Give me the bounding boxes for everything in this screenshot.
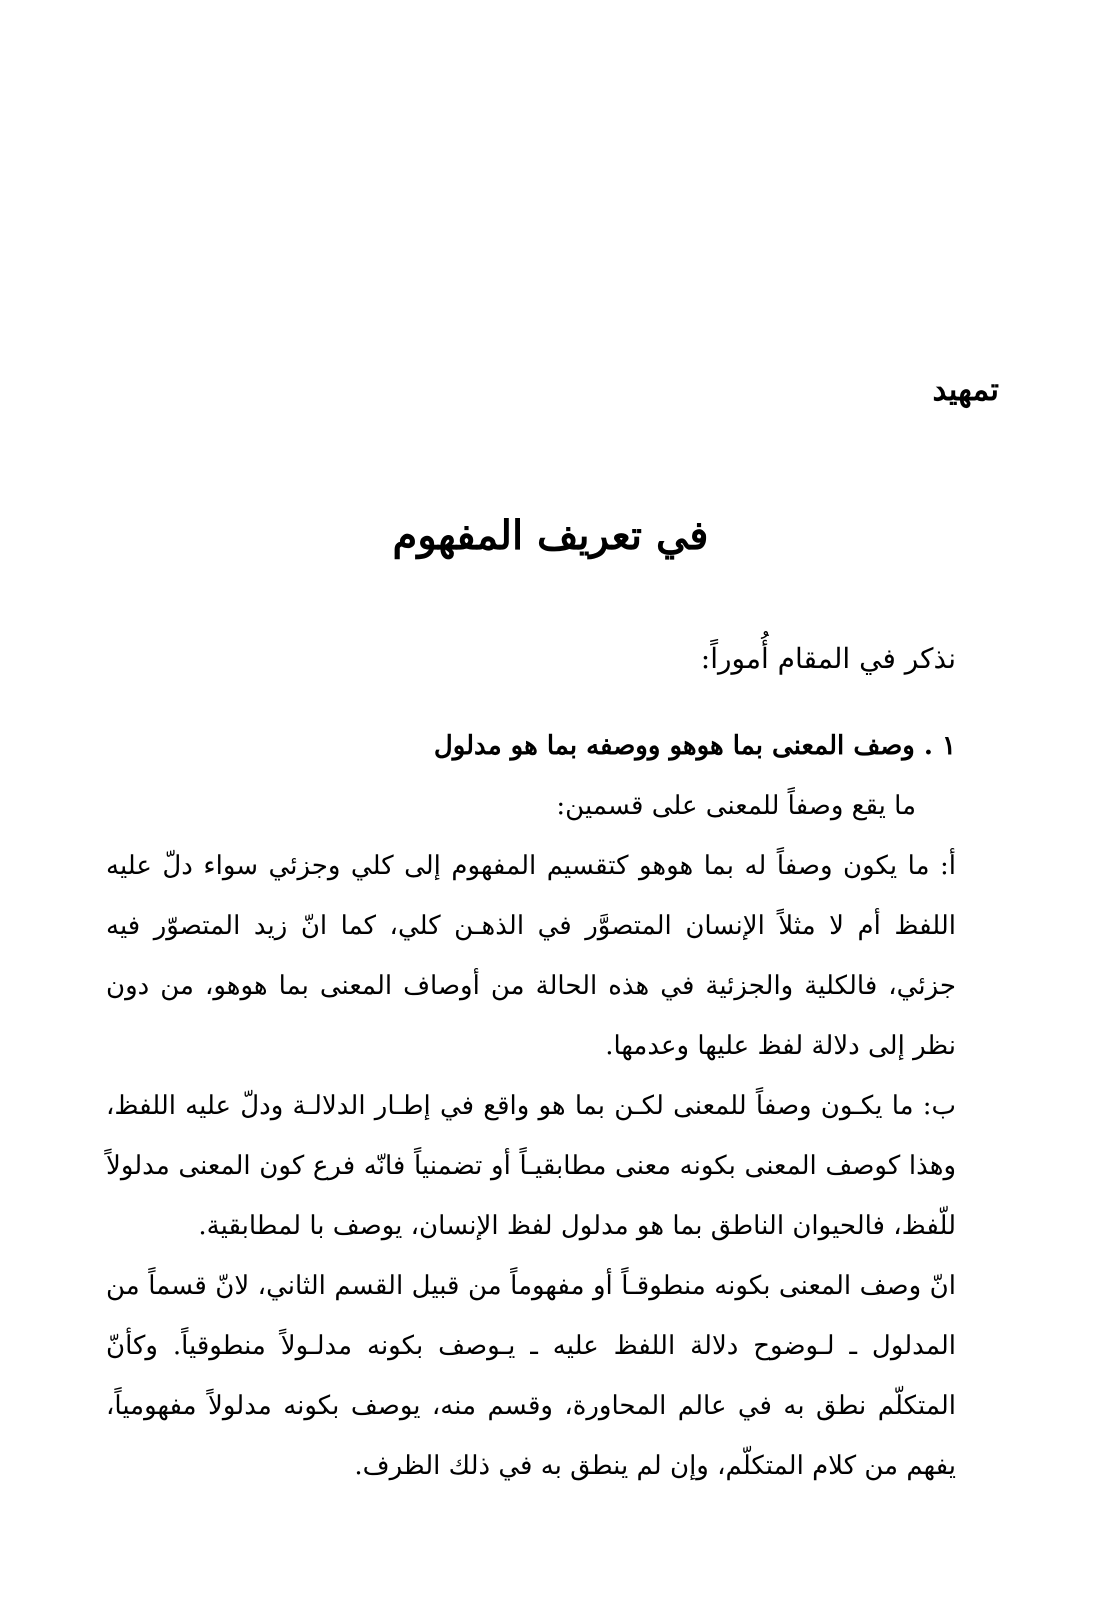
intro-text: نذكر في المقام أُموراً: (700, 642, 956, 675)
paragraph-a: أ: ما يكون وصفاً له بما هوهو كتقسيم المفهوم إلى كلي وجزئي سواء دلّ عليه اللفظ أم لا مثلاً الإنسان المتصوَّر في الذهـن كلي، كما انّ زيد المتصوّر فيه جزئي، فالكلية والجزئية في هذه الحالة من أوصاف المعنى بما هوهو، من دون نظر إلى دلالة لفظ عليها وعدمها. (106, 851, 956, 1061)
section-heading: ١ . وصف المعنى بما هوهو ووصفه بما هو مدلول (433, 731, 956, 761)
section-lead: ما يقع وصفاً للمعنى على قسمين: (556, 791, 916, 821)
chapter-label: تمهيد (932, 372, 999, 408)
chapter-title: في تعريف المفهوم (392, 512, 709, 559)
paragraph-c: انّ وصف المعنى بكونه منطوقـاً أو مفهوماً من قبيل القسم الثاني، لانّ قسماً من المدلول ـ لـوضوح دلالة اللفظ عليه ـ يـوصف بكونه مدلـولاً منطوقياً. وكأنّ المتكلّم نطق به في عالم المحاورة، وقسم منه، يوصف بكونه مدلولاً مفهومياً، يفهم من كلام المتكلّم، وإن لم ينطق به في ذلك الظرف. (106, 1271, 956, 1481)
section-1 (106, 716, 956, 1496)
paragraph-b: ب: ما يكـون وصفاً للمعنى لكـن بما هو واقع في إطـار الدلالـة ودلّ عليه اللفظ، وهذا كوصف المعنى بكونه معنى مطابقيـاً أو تضمنياً فانّه فرع كون المعنى مدلولاً للّفظ، فالحيوان الناطق بما هو مدلول لفظ الإنسان، يوصف با لمطابقية. (106, 1091, 956, 1241)
